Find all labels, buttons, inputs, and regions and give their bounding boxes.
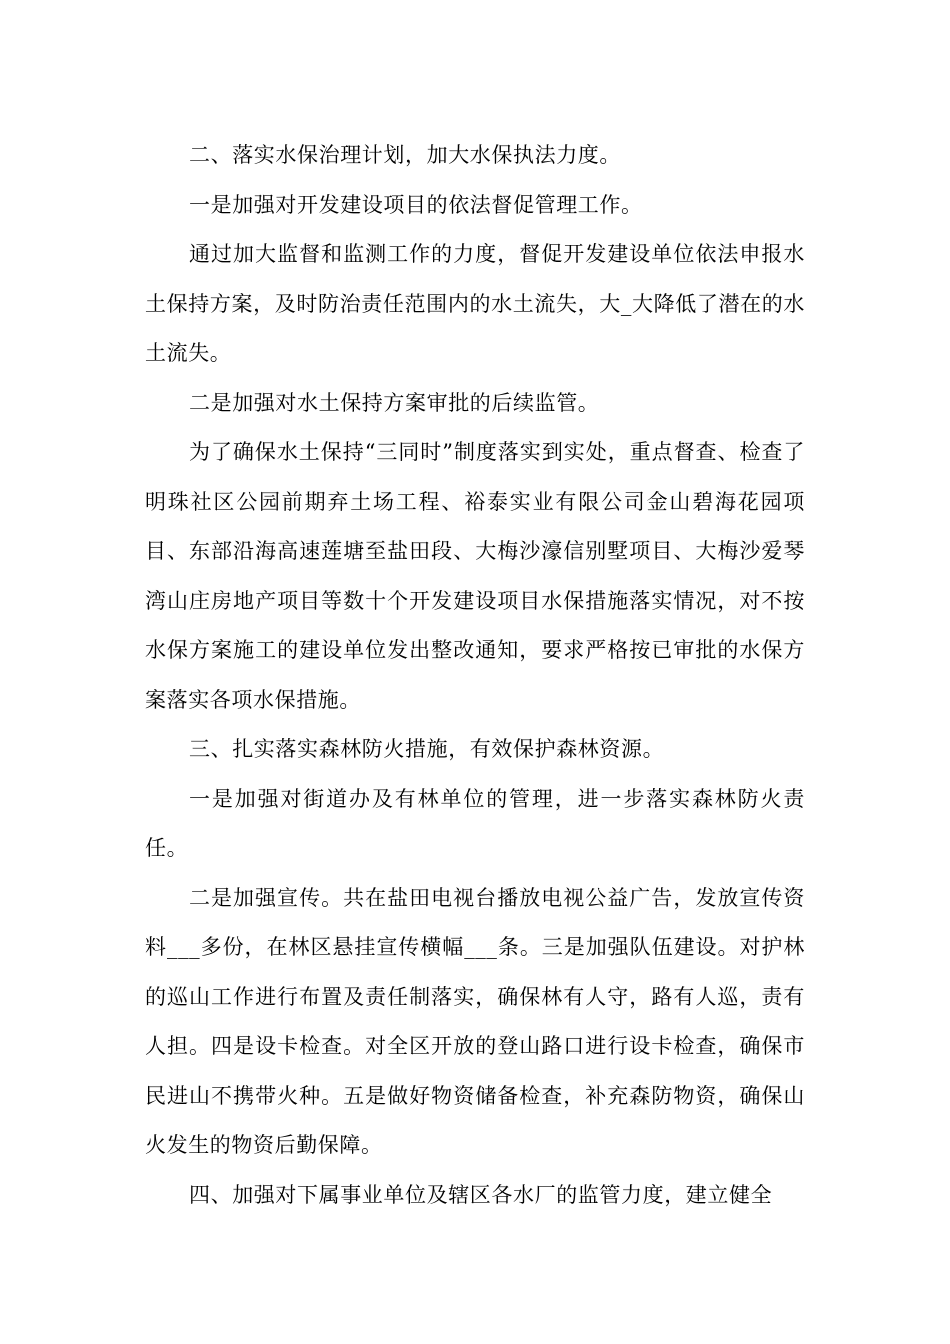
section-heading-4: 四、加强对下属事业单位及辖区各水厂的监管力度，建立健全 [189,1182,773,1207]
section-heading-3: 三、扎实落实森林防火措施，有效保护森林资源。 [189,737,665,761]
section-heading-2: 二、落实水保治理计划，加大水保执法力度。 [189,143,621,167]
body-paragraph: 为了确保水土保持“三同时”制度落实到实处，重点督查、检查了明珠社区公园前期弃土场工程、裕泰实业有限公司金山碧海花园项目、东部沿海高速莲塘至盐田段、大梅沙濠信别墅项目、大梅沙爱琴湾山庄房地产项目等数十个开发建设项目水保措施落实情况，对不按水保方案施工的建设单位发出整改通知，要求严格按已审批的水保方案落实各项水保措施。 [145,440,805,712]
subsection-heading-2-2: 二是加强对水土保持方案审批的后续监管。 [189,390,600,415]
subsection-heading-3-1: 一是加强对街道办及有林单位的管理，进一步落实森林防火责任。 [145,786,805,860]
body-paragraph: 通过加大监督和监测工作的力度，督促开发建设单位依法申报水土保持方案，及时防治责任范围内的水土流失，大_大降低了潜在的水土流失。 [145,242,805,365]
document-body [145,131,805,1220]
body-paragraph: 二是加强宣传。共在盐田电视台播放电视公益广告，发放宣传资料___多份，在林区悬挂宣传横幅___条。三是加强队伍建设。对护林的巡山工作进行布置及责任制落实，确保林有人守，路有人巡，责有人担。四是设卡检查。对全区开放的登山路口进行设卡检查，确保市民进山不携带火种。五是做好物资储备检查，补充森防物资，确保山火发生的物资后勤保障。 [145,885,805,1157]
subsection-heading-2-1: 一是加强对开发建设项目的依法督促管理工作。 [189,192,643,217]
